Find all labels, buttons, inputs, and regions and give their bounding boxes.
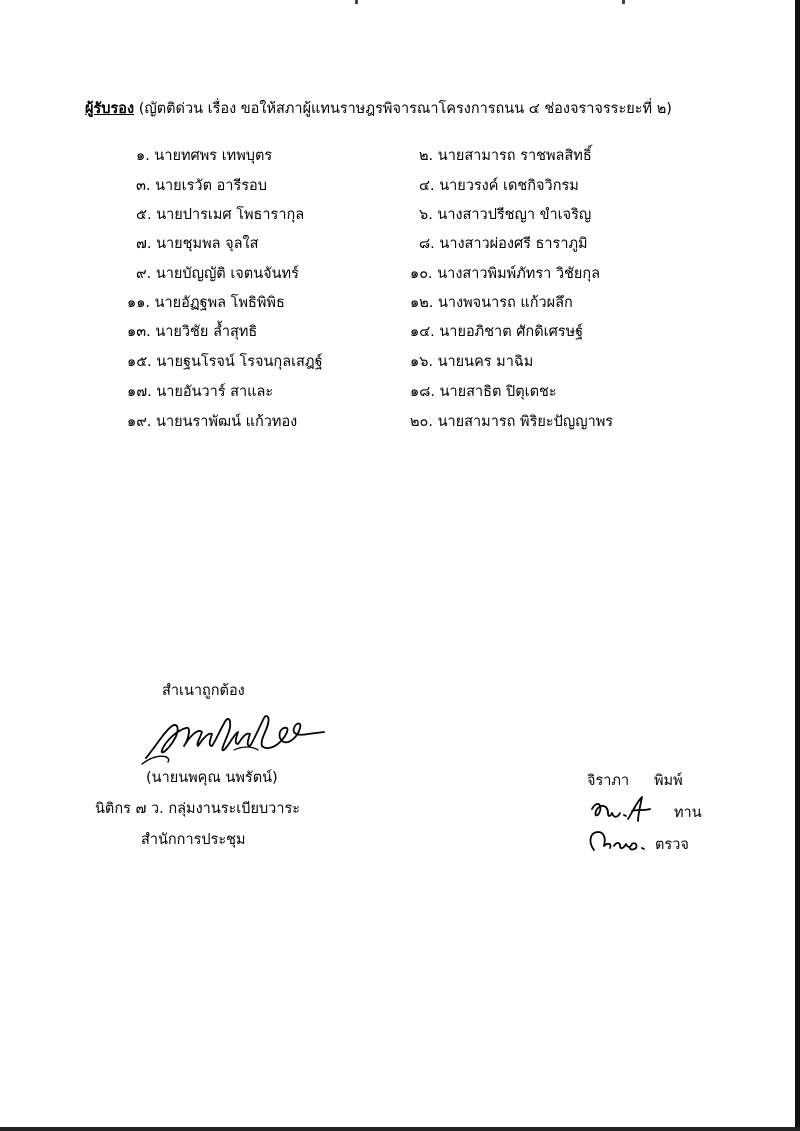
certified-copy-label: สำเนาถูกต้อง <box>162 683 245 699</box>
signer-item: ๘. นางสาวผ่องศรี ธาราภูมิ <box>419 236 588 252</box>
signer-item: ๕. นายปารเมศ โพธารากุล <box>136 207 305 223</box>
signer-item: ๑๔. นายอภิชาต ศักดิเศรษฐ์ <box>410 324 584 340</box>
scan-border-right <box>795 0 800 1131</box>
signer-item: ๑๘. นายสาธิต ปิตุเตชะ <box>410 384 557 400</box>
scan-mark <box>622 0 625 4</box>
signer-item: ๑. นายทศพร เทพบุตร <box>136 148 273 164</box>
checked-label: ตรวจ <box>655 837 689 853</box>
signer-item: ๑๗. นายอันวาร์ สาและ <box>127 384 274 400</box>
signer-item: ๑๐. นางสาวพิมพ์ภัทรา วิชัยกุล <box>410 266 601 282</box>
scan-mark <box>355 0 358 4</box>
motion-title: (ญัตติด่วน เรื่อง ขอให้สภาผู้แทนราษฎรพิจารณาโครงการถนน ๔ ช่องจราจรระยะที่ ๒) <box>138 101 672 117</box>
initials-mark <box>586 828 656 856</box>
signer-item: ๙. นายบัญญัติ เจตนจันทร์ <box>136 266 299 282</box>
certifier-name: (นายนพคุณ นพรัตน์) <box>146 770 278 786</box>
signer-item: ๑๕. นายฐนโรจน์ โรจนกุลเสฎฐ์ <box>127 354 323 370</box>
signer-item: ๑๒. นางพจนารถ แก้วผลึก <box>410 295 573 311</box>
certifier-position: นิติกร ๗ ว. กลุ่มงานระเบียบวาระ <box>95 801 301 817</box>
typist-name: จิราภา <box>587 773 630 789</box>
endorsers-label: ผู้รับรอง <box>85 101 135 117</box>
signer-item: ๒๐. นายสามารถ พิริยะปัญญาพร <box>410 414 614 430</box>
signer-item: ๓. นายเรวัต อารีรอบ <box>136 178 267 194</box>
signer-item: ๑๖. นายนคร มาฉิม <box>410 354 534 370</box>
signer-item: ๖. นางสาวปรีชญา ขำเจริญ <box>419 207 592 223</box>
scan-border-bottom <box>0 1127 800 1131</box>
signer-item: ๑๑. นายอัฏฐพล โพธิพิพิธ <box>127 295 285 311</box>
certifier-office: สำนักการประชุม <box>141 832 246 848</box>
typed-label: พิมพ์ <box>654 773 683 789</box>
initials-mark <box>588 795 658 825</box>
signer-item: ๒. นายสามารถ ราชพลสิทธิ์ <box>419 148 592 164</box>
signer-item: ๗. นายชุมพล จุลใส <box>136 236 259 252</box>
copied-label: ทาน <box>674 805 702 821</box>
signer-item: ๑๓. นายวิชัย ล้ำสุทธิ <box>127 324 258 340</box>
endorsers-heading <box>85 97 775 120</box>
signer-item: ๔. นายวรงค์ เดชกิจวิกรม <box>419 178 579 194</box>
handwritten-signature <box>138 706 330 770</box>
signer-item: ๑๙. นายนราพัฒน์ แก้วทอง <box>127 414 298 430</box>
